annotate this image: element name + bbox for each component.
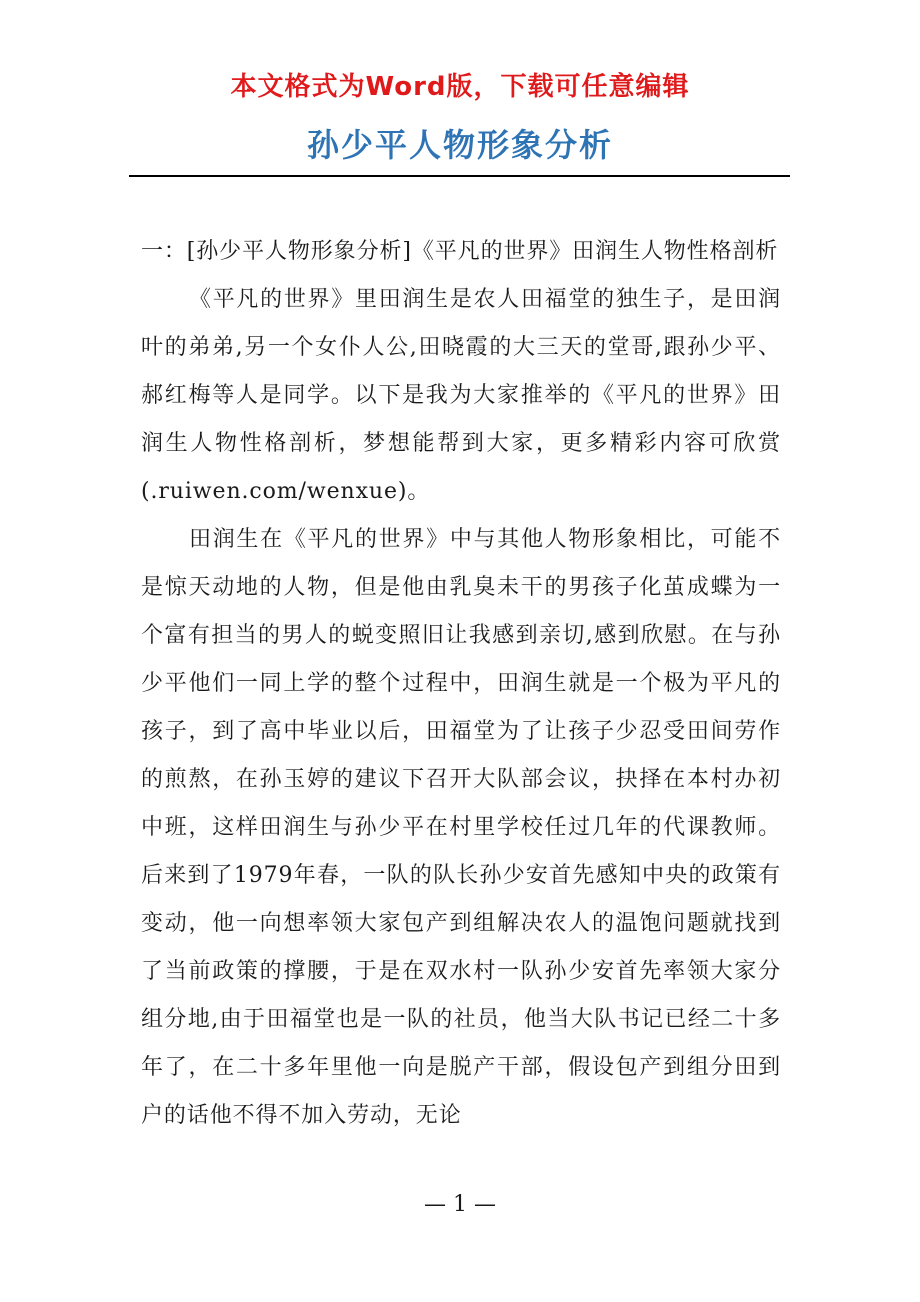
document-body (141, 228, 781, 1140)
section-heading: 一：[孙少平人物形象分析]《平凡的世界》田润生人物性格剖析 (141, 239, 779, 264)
edit-notice-banner: 本文格式为Word版，下载可任意编辑 (230, 72, 690, 102)
title-divider (129, 175, 790, 177)
page-number: — 1 — (424, 1192, 496, 1217)
paragraph: 《平凡的世界》里田润生是农人田福堂的独生子，是田润叶的弟弟,另一个女仆人公,田晓霞的大三天的堂哥,跟孙少平、郝红梅等人是同学。以下是我为大家推举的《平凡的世界》田润生人物性格剖析，梦想能帮到大家，更多精彩内容可欣赏(.ruiwen.com/wenxue)。 (141, 287, 781, 504)
page-title: 孙少平人物形象分析 (306, 126, 613, 164)
paragraph: 田润生在《平凡的世界》中与其他人物形象相比，可能不是惊天动地的人物，但是他由乳臭未干的男孩子化茧成蝶为一个富有担当的男人的蜕变照旧让我感到亲切,感到欣慰。在与孙少平他们一同上学的整个过程中，田润生就是一个极为平凡的孩子，到了高中毕业以后，田福堂为了让孩子少忍受田间劳作的煎熬，在孙玉婷的建议下召开大队部会议，抉择在本村办初中班，这样田润生与孙少平在村里学校任过几年的代课教师。后来到了1979年春，一队的队长孙少安首先感知中央的政策有变动，他一向想率领大家包产到组解决农人的温饱问题就找到了当前政策的撑腰，于是在双水村一队孙少安首先率领大家分组分地,由于田福堂也是一队的社员，他当大队书记已经二十多年了，在二十多年里他一向是脱产干部，假设包产到组分田到户的话他不得不加入劳动，无论 (141, 527, 781, 1128)
